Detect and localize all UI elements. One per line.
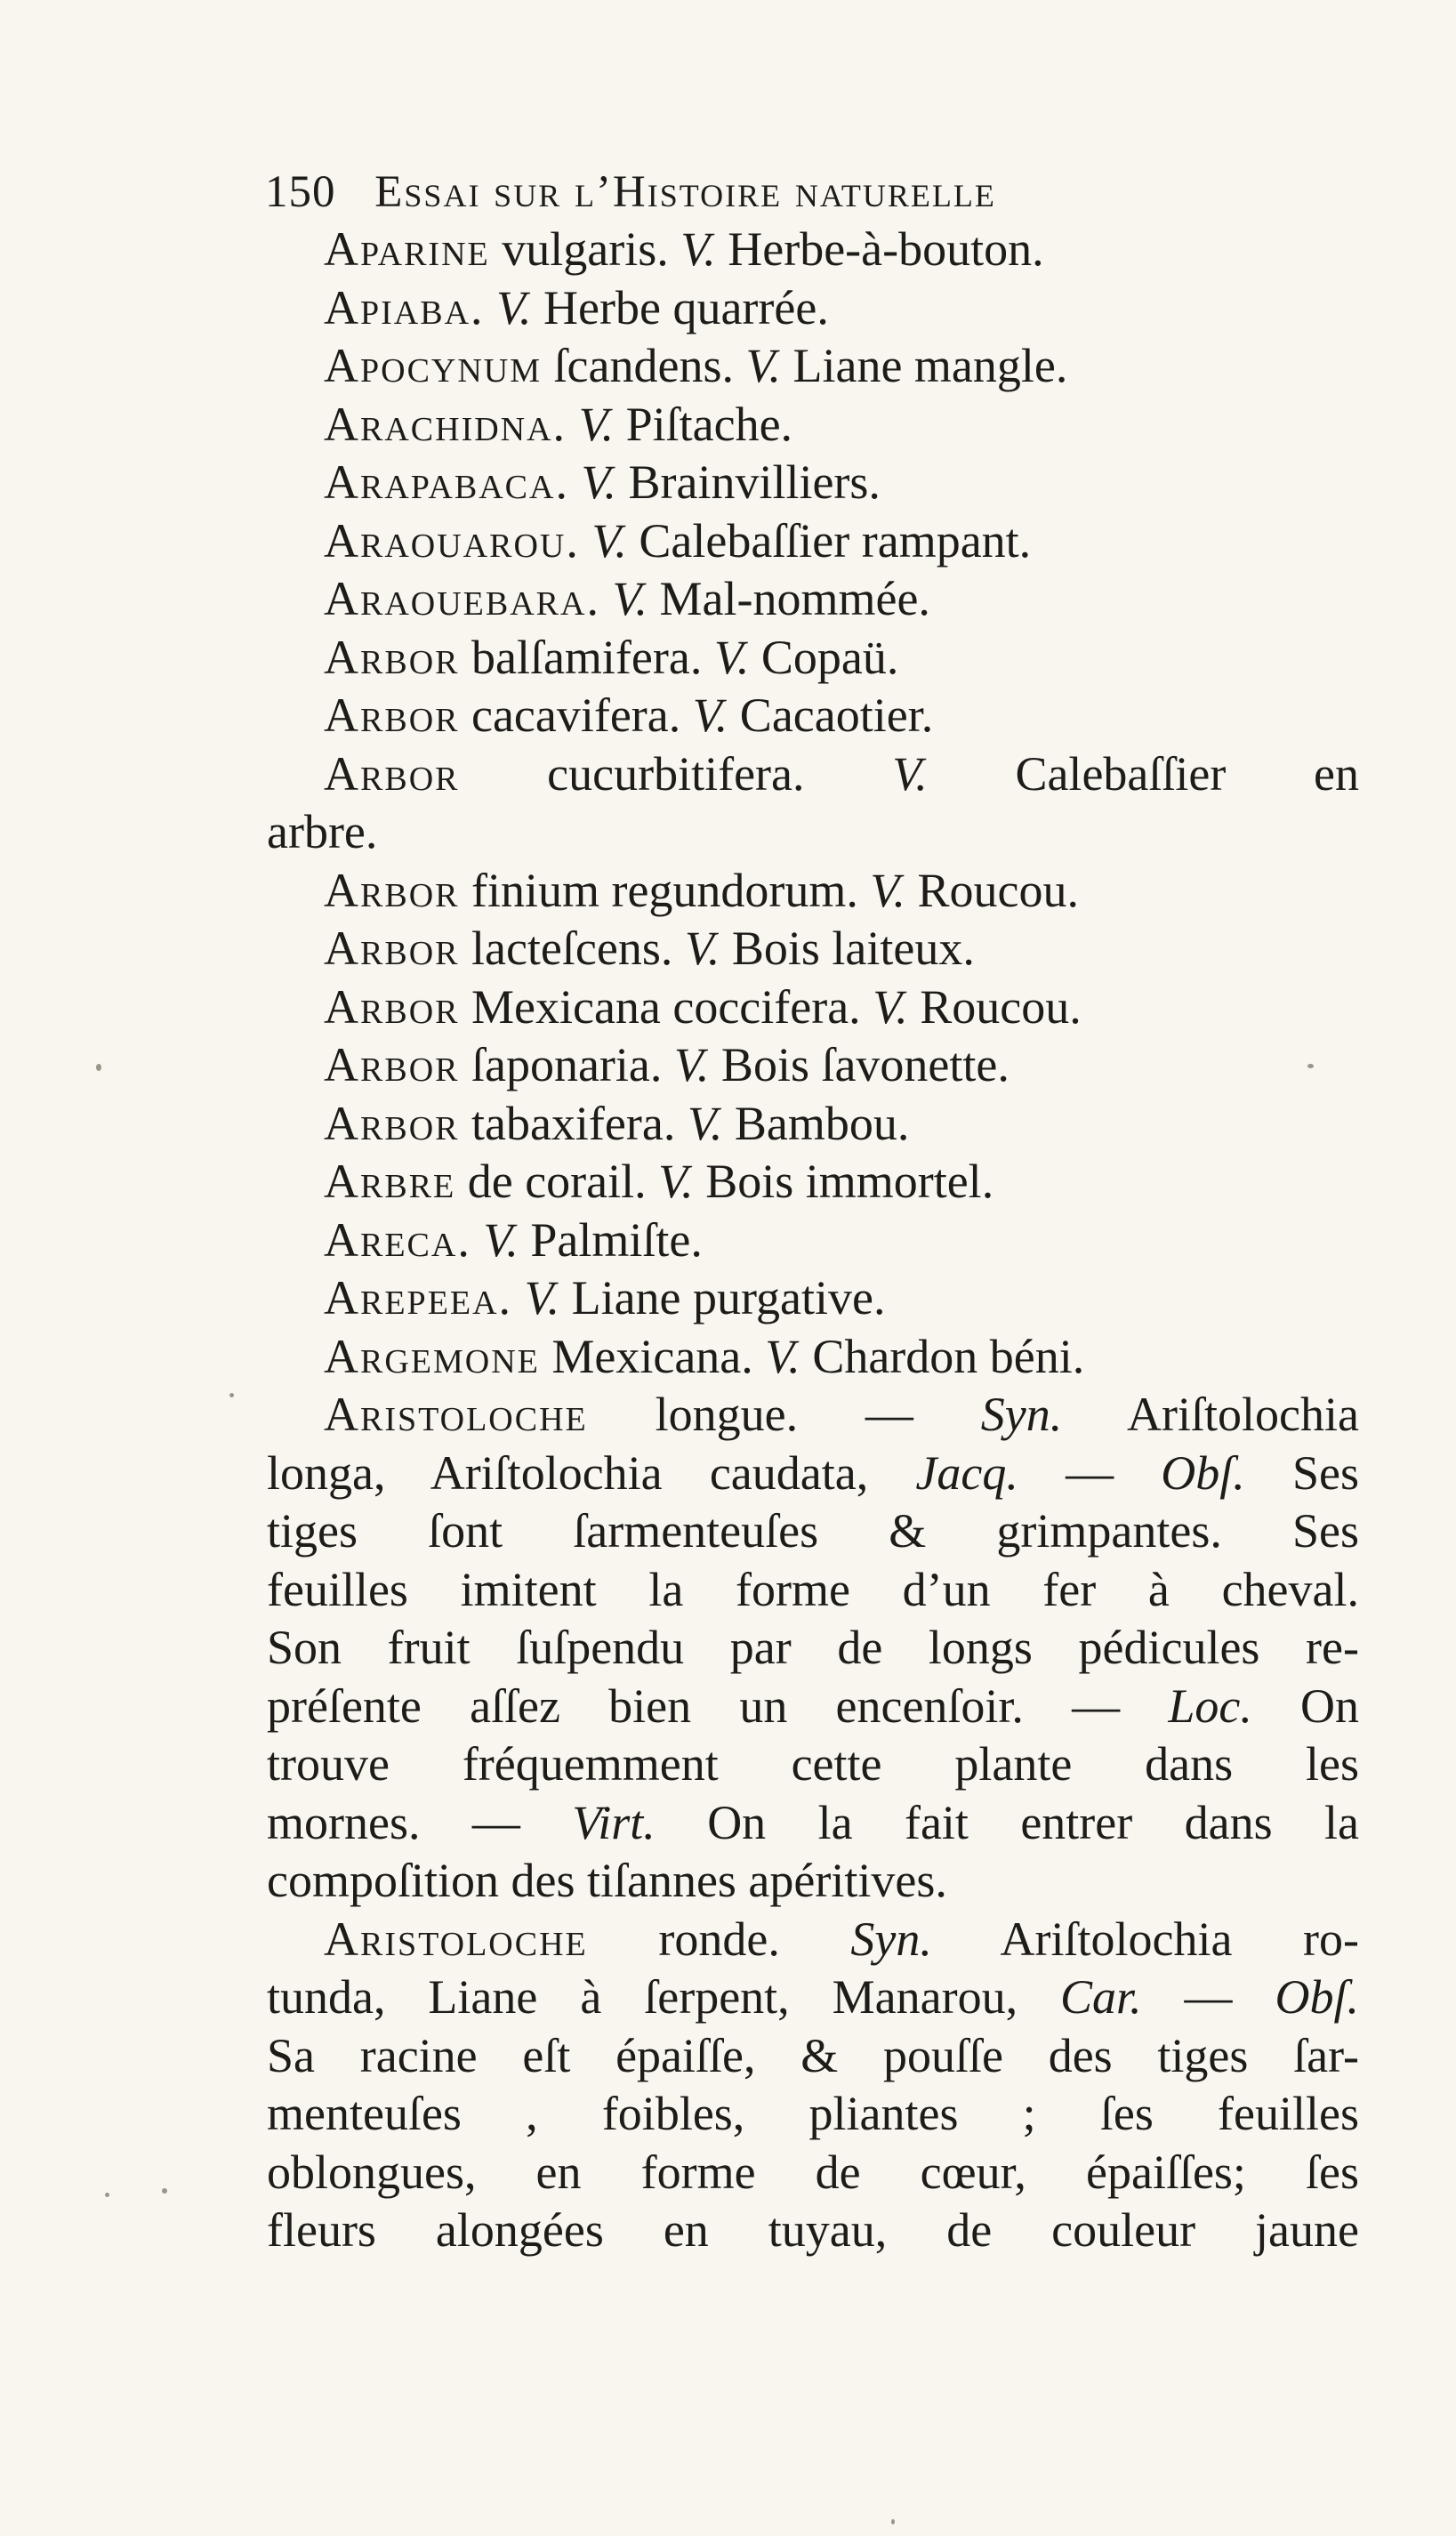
italic-abbreviation: V. <box>870 863 905 917</box>
text-run: Mal-nommée. <box>648 572 930 625</box>
text-run: Mexicana. <box>539 1329 766 1383</box>
text-line <box>267 978 1359 1037</box>
text-line <box>267 1269 1359 1328</box>
text-run: compoſition des tiſannes apéritives. <box>267 1854 947 1907</box>
italic-abbreviation: V. <box>581 455 616 509</box>
text-run: oblongues, en forme de cœur, épaiſſes; ſes <box>267 2145 1359 2199</box>
margin-speck <box>1307 1064 1314 1068</box>
text-run: Roucou. <box>905 863 1079 917</box>
margin-speck <box>891 2519 895 2524</box>
text-run: mornes. — <box>267 1795 573 1849</box>
text-line <box>267 512 1359 571</box>
text-run: balſamifera. <box>459 630 714 684</box>
text-run: longa, Ariſtolochia caudata, <box>267 1445 916 1500</box>
running-title: Essai sur l’Histoire naturelle <box>374 167 996 217</box>
entry-headword: Araouarou. <box>324 513 580 568</box>
text-run: feuilles imitent la forme d’un fer à cheval. <box>267 1562 1359 1616</box>
text-run: Bambou. <box>722 1096 910 1150</box>
text-run: Liane purgative. <box>559 1271 886 1324</box>
entry-headword: Arbor <box>324 630 460 684</box>
italic-abbreviation: V. <box>765 1329 800 1383</box>
text-run: préſente aſſez bien un encenſoir. — <box>267 1679 1169 1733</box>
text-run: de corail. <box>455 1155 659 1208</box>
text-run <box>567 398 579 451</box>
text-run: Mexicana coccifera. <box>459 979 873 1034</box>
text-line <box>267 1328 1359 1387</box>
text-run: Calebaſſier rampant. <box>626 513 1032 568</box>
text-line <box>267 1852 1359 1911</box>
text-run: menteuſes , foibles, pliantes ; ſes feuilles <box>267 2087 1359 2140</box>
text-line <box>267 1911 1359 1969</box>
text-run: arbre. <box>267 805 378 858</box>
entry-headword: Arachidna. <box>324 397 567 451</box>
entry-headword: Aparine <box>324 222 490 276</box>
text-run: cacavifera. <box>459 688 693 742</box>
text-run: Chardon béni. <box>800 1329 1085 1383</box>
italic-abbreviation: V. <box>591 513 627 568</box>
margin-speck <box>229 1393 234 1397</box>
text-run: Calebaſſier en <box>927 746 1359 801</box>
text-run: Piſtache. <box>614 397 793 451</box>
text-run: ſaponaria. <box>459 1038 674 1091</box>
text-run: Liane mangle. <box>781 339 1068 392</box>
text-run: Ariſtolochia <box>1062 1388 1359 1441</box>
italic-abbreviation: Syn. <box>850 1912 932 1966</box>
entry-headword: Apocynum <box>324 339 543 392</box>
text-run <box>600 572 613 625</box>
text-run: fleurs alongées en tuyau, de couleur jaune <box>267 2203 1359 2257</box>
text-line <box>267 454 1359 512</box>
margin-speck <box>96 1064 101 1071</box>
entry-headword: Arbre <box>324 1155 456 1208</box>
text-run <box>569 455 582 509</box>
entry-headword: Argemone <box>324 1329 540 1383</box>
entry-headword: Arepeea. <box>324 1271 513 1324</box>
text-run: tabaxifera. <box>459 1096 688 1150</box>
page-body-text <box>267 221 1359 2260</box>
text-run: longue. — <box>587 1388 981 1441</box>
text-run <box>580 514 592 568</box>
text-run <box>471 1213 484 1267</box>
text-line <box>267 1735 1359 1794</box>
text-run: Herbe-à-bouton. <box>715 222 1044 276</box>
text-run: Ses <box>1244 1445 1359 1500</box>
text-line <box>267 920 1359 978</box>
entry-headword: Apiaba. <box>324 280 485 334</box>
text-run: On <box>1251 1679 1359 1733</box>
text-run: — <box>1141 1970 1275 2024</box>
text-run: cucurbitifera. <box>459 746 893 801</box>
entry-headword: Arbor <box>324 688 460 742</box>
text-run: On la fait entrer dans la <box>655 1795 1359 1849</box>
entry-headword: Araouebara. <box>324 572 600 625</box>
italic-abbreviation: V. <box>687 1096 723 1150</box>
text-run: Copaü. <box>749 630 899 684</box>
text-run: tiges ſont ſarmenteuſes & grimpantes. Ses <box>267 1504 1359 1558</box>
italic-abbreviation: V. <box>658 1155 694 1208</box>
italic-abbreviation: Virt. <box>572 1795 656 1849</box>
entry-headword: Arbor <box>324 979 460 1034</box>
text-run: Herbe quarrée. <box>531 280 829 334</box>
italic-abbreviation: V. <box>745 339 781 392</box>
text-line <box>267 2085 1359 2144</box>
italic-abbreviation: V. <box>578 397 615 451</box>
italic-abbreviation: V. <box>483 1212 519 1267</box>
text-line <box>267 1794 1359 1853</box>
text-run: — <box>1018 1445 1162 1500</box>
running-header <box>265 165 1350 219</box>
italic-abbreviation: Obſ. <box>1275 1970 1359 2024</box>
text-line <box>267 687 1359 745</box>
entry-headword: Arapabaca. <box>324 455 569 509</box>
italic-abbreviation: Syn. <box>980 1388 1063 1441</box>
margin-speck <box>105 2193 109 2197</box>
text-line <box>267 1619 1359 1678</box>
italic-abbreviation: V. <box>673 1038 710 1091</box>
italic-abbreviation: V. <box>873 979 908 1034</box>
text-line <box>267 1386 1359 1445</box>
text-run: Bois immortel. <box>693 1155 994 1208</box>
text-run <box>485 281 497 334</box>
italic-abbreviation: V. <box>892 746 928 801</box>
text-line <box>267 862 1359 921</box>
text-line <box>267 1095 1359 1154</box>
text-run: lacteſcens. <box>459 922 685 975</box>
entry-headword: Aristoloche <box>324 1912 588 1966</box>
entry-headword: Arbor <box>324 922 460 975</box>
text-line <box>267 1036 1359 1095</box>
text-run: Cacaotier. <box>728 688 934 742</box>
text-line <box>267 2027 1359 2086</box>
text-line <box>267 1445 1359 1503</box>
text-line <box>267 1212 1359 1270</box>
italic-abbreviation: Car. <box>1060 1970 1142 2024</box>
text-run: Son fruit ſuſpendu par de longs pédicules re- <box>267 1621 1359 1674</box>
text-run: trouve fréquemment cette plante dans les <box>267 1737 1359 1791</box>
italic-abbreviation: V. <box>684 922 720 975</box>
text-line <box>267 279 1359 338</box>
text-run: Roucou. <box>907 979 1082 1034</box>
italic-abbreviation: V. <box>713 630 750 684</box>
text-run: Brainvilliers. <box>615 455 881 509</box>
entry-headword: Arbor <box>324 1038 460 1091</box>
text-line <box>267 221 1359 279</box>
text-run: Bois ſavonette. <box>709 1038 1010 1091</box>
margin-speck <box>162 2188 167 2194</box>
text-line <box>267 2202 1359 2260</box>
text-line <box>267 570 1359 629</box>
entry-headword: Arbor <box>324 746 460 801</box>
text-run: finium regundorum. <box>459 863 871 917</box>
italic-abbreviation: V. <box>524 1271 560 1324</box>
page-number: 150 <box>265 167 336 217</box>
italic-abbreviation: V. <box>496 280 532 334</box>
text-line <box>267 1678 1359 1736</box>
text-run: Sa racine eſt épaiſſe, & pouſſe des tiges ſar- <box>267 2028 1359 2082</box>
italic-abbreviation: V. <box>612 572 648 625</box>
text-line <box>267 1968 1359 2027</box>
text-line <box>267 1561 1359 1620</box>
text-run: ronde. <box>587 1912 851 1966</box>
text-line <box>267 2144 1359 2202</box>
italic-abbreviation: V. <box>692 688 728 742</box>
text-run: tunda, Liane à ſerpent, Manarou, <box>267 1970 1061 2024</box>
entry-headword: Aristoloche <box>324 1388 588 1441</box>
text-run: ſcandens. <box>542 339 746 392</box>
text-run: Bois laiteux. <box>720 922 975 975</box>
italic-abbreviation: Loc. <box>1168 1679 1252 1733</box>
entry-headword: Arbor <box>324 863 460 917</box>
text-run: Palmiſte. <box>518 1212 703 1267</box>
italic-abbreviation: Obſ. <box>1161 1445 1245 1500</box>
text-line <box>267 803 1359 862</box>
text-line <box>267 745 1359 804</box>
italic-abbreviation: V. <box>680 222 716 276</box>
italic-abbreviation: Jacq. <box>915 1445 1018 1500</box>
text-line <box>267 396 1359 455</box>
text-line <box>267 629 1359 688</box>
text-run: vulgaris. <box>489 222 681 276</box>
text-line <box>267 1502 1359 1561</box>
text-run <box>512 1271 525 1324</box>
entry-headword: Areca. <box>324 1212 471 1267</box>
text-run: Ariſtolochia ro- <box>931 1912 1359 1966</box>
text-line <box>267 1153 1359 1212</box>
entry-headword: Arbor <box>324 1096 460 1150</box>
text-line <box>267 337 1359 396</box>
